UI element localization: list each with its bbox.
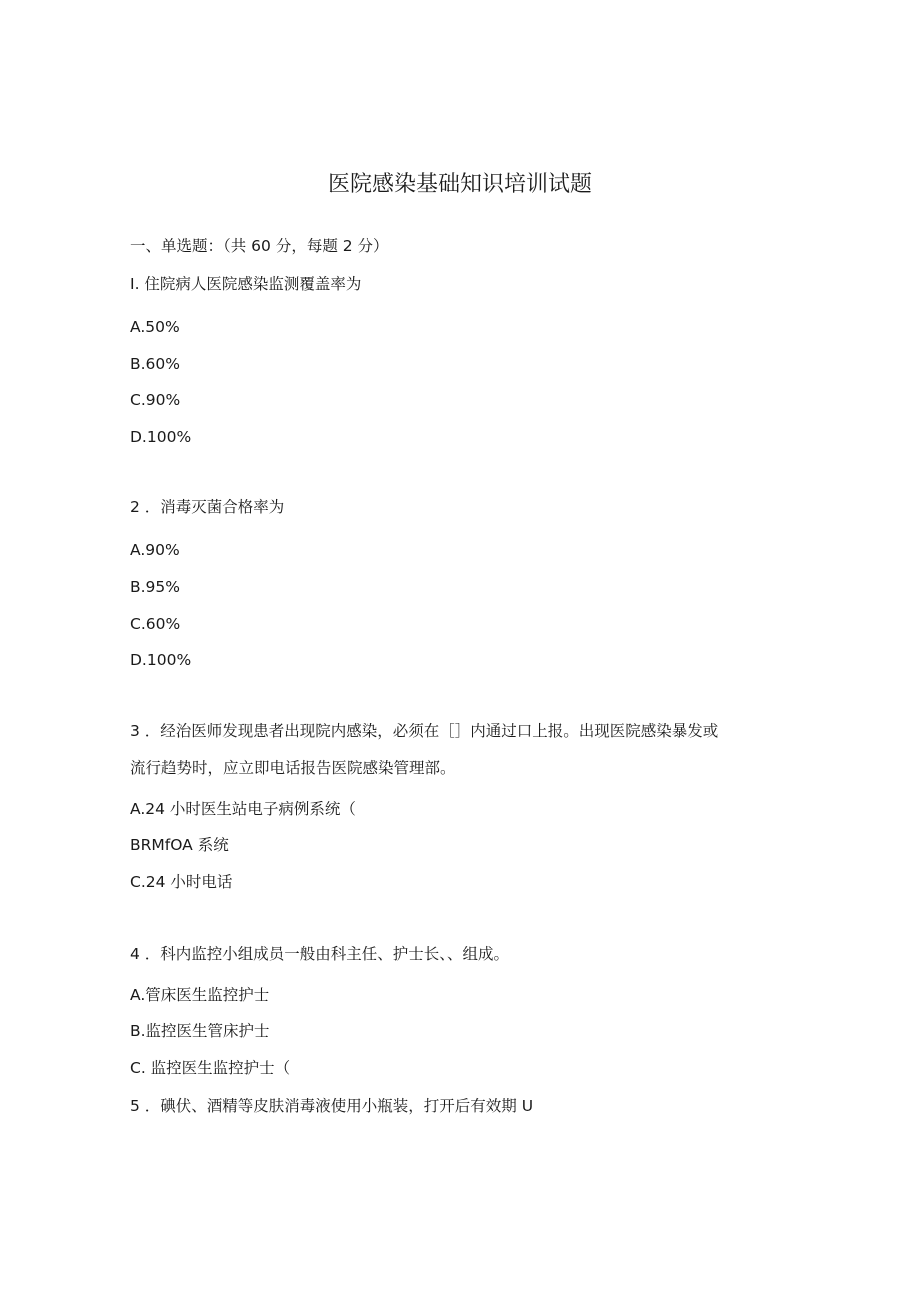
question-4-option-c: C. 监控医生监控护士（: [130, 1059, 291, 1077]
page-title: 医院感染基础知识培训试题: [327, 172, 592, 197]
question-3-option-c: C.24 小时电话: [130, 873, 233, 891]
section-heading: 一、单选题：（共 60 分，每题 2 分）: [130, 237, 389, 255]
question-2-stem: 2 ．消毒灭菌合格率为: [130, 498, 285, 516]
question-3-option-b: BRMfOA 系统: [130, 836, 229, 854]
question-3-option-a: A.24 小时医生站电子病例系统（: [130, 800, 356, 818]
question-1-option-d: D.100%: [130, 428, 192, 446]
question-5-stem: 5 ．碘伏、酒精等皮肤消毒液使用小瓶装，打开后有效期 U: [130, 1097, 534, 1115]
question-1-option-c: C.90%: [130, 391, 181, 409]
question-2-option-d: D.100%: [130, 651, 192, 669]
question-3-stem: 3 ．经治医师发现患者出现院内感染，必须在［］内通过口上报。出现医院感染暴发或: [130, 722, 719, 740]
question-2-option-c: C.60%: [130, 615, 181, 633]
question-1-option-a: A.50%: [130, 318, 180, 336]
question-1-option-b: B.60%: [130, 355, 181, 373]
question-1-stem: I. 住院病人医院感染监测覆盖率为: [130, 275, 362, 293]
question-2-option-a: A.90%: [130, 541, 180, 559]
question-4-option-a: A.管床医生监控护士: [130, 986, 270, 1004]
question-4-option-b: B.监控医生管床护士: [130, 1022, 270, 1040]
question-3-stem-continued: 流行趋势时，应立即电话报告医院感染管理部。: [130, 759, 456, 777]
question-4-stem: 4 ．科内监控小组成员一般由科主任、护士长、、组成。: [130, 945, 510, 963]
question-2-option-b: B.95%: [130, 578, 181, 596]
